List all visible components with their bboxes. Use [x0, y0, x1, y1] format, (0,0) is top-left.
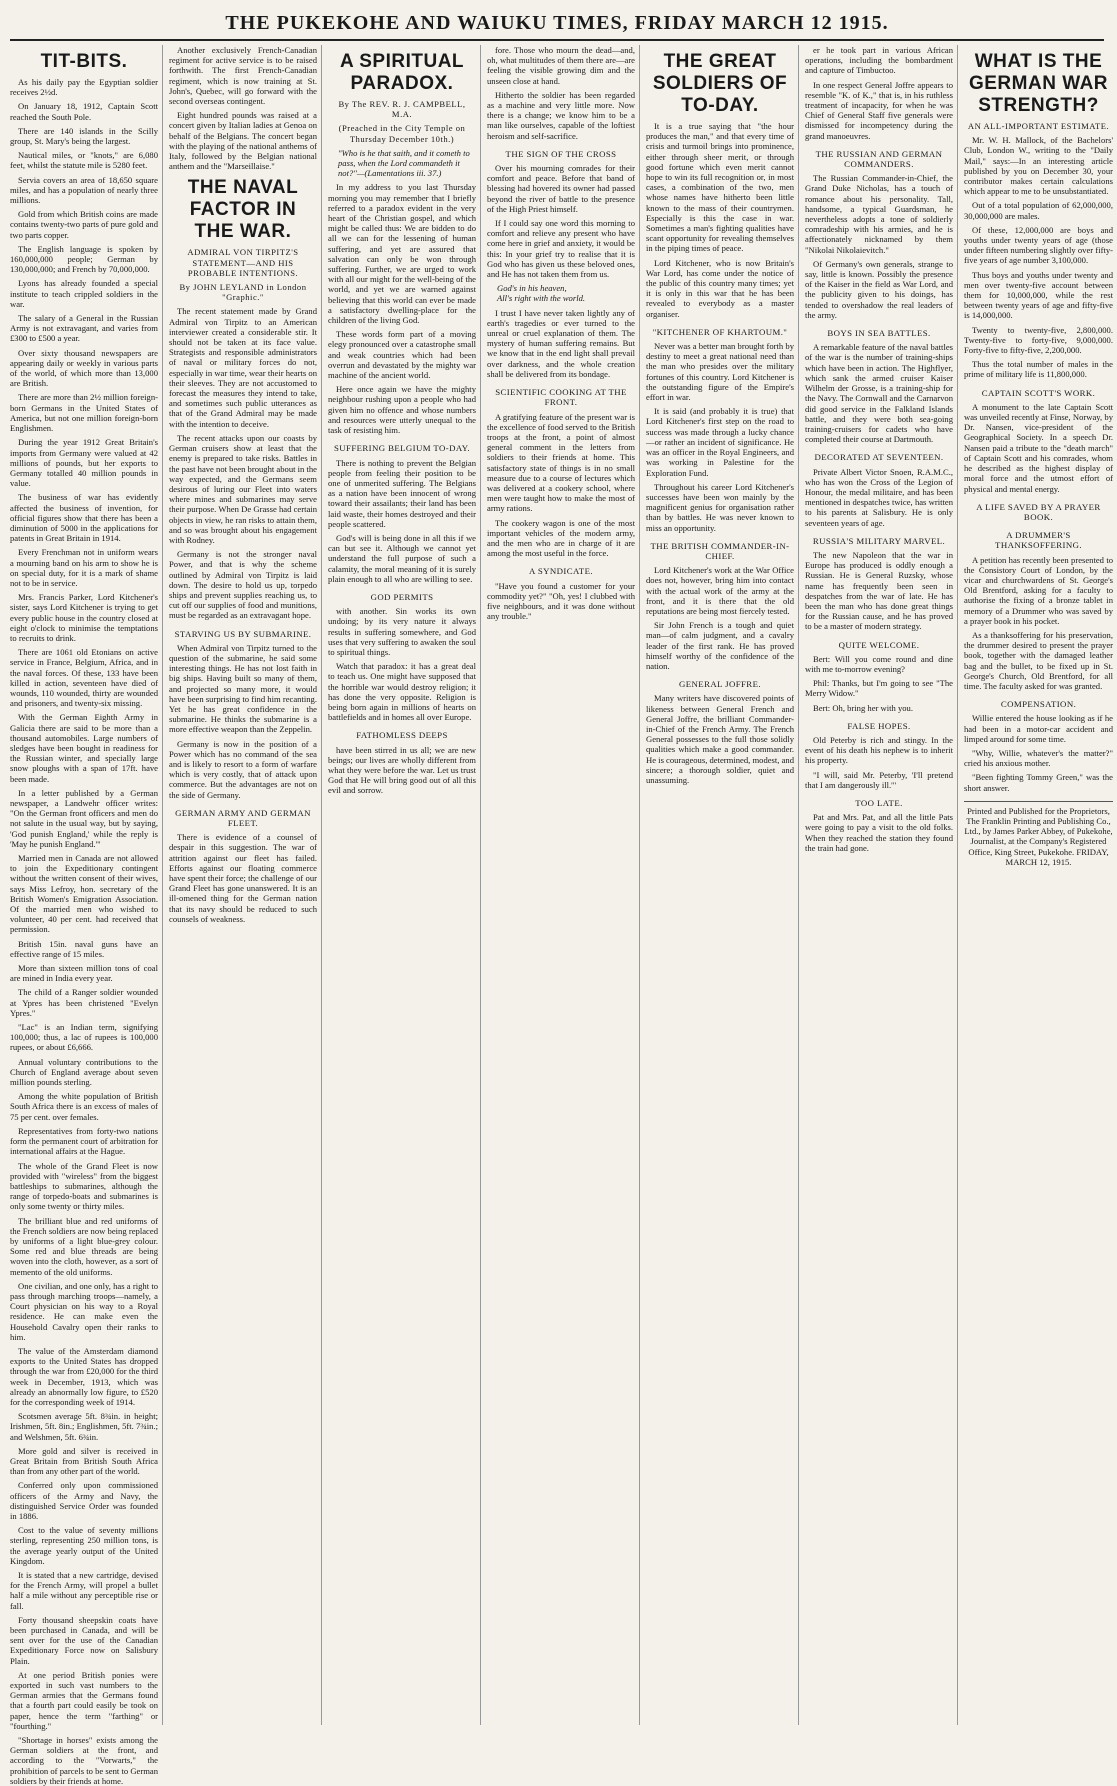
paragraph: "Have you found a customer for your commodity yet?" "Oh, yes! I clubbed with five neighbours, and it was done without any trouble." — [487, 580, 635, 622]
starving-body — [169, 643, 317, 800]
paragraph: Annual voluntary contributions to the Church of England average about seven million pounds sterling. — [10, 1056, 158, 1088]
german-war-strength-title: WHAT IS THE GERMAN WAR STRENGTH? — [968, 51, 1109, 116]
paragraph: Gold from which British coins are made contains twenty-two parts of pure gold and two parts copper. — [10, 209, 158, 240]
paragraph: There are 140 islands in the Scilly group, St. Mary's being the largest. — [10, 125, 158, 147]
paragraph: There is nothing to prevent the Belgian people from feeling their position to be one of unmerited suffering. The Belgians as a nation have been innocent of wrong toward their assailants; their land has been laid waste, their homes destroyed and their people scattered. — [328, 457, 476, 529]
col2-top-paras — [169, 45, 317, 171]
paragraph: Representatives from forty-two nations form the permanent court of arbitration for international affairs at the Hague. — [10, 1125, 158, 1157]
compensation-title: COMPENSATION. — [1000, 699, 1077, 710]
paragraph: er he took part in various African operations, including the bombardment and capture of Timbuctoo. — [805, 45, 953, 76]
paragraph: On January 18, 1912, Captain Scott reached the South Pole. — [10, 101, 158, 122]
fathomless-deeps-body — [328, 745, 476, 796]
too-late-body — [805, 812, 953, 853]
paragraph: Out of a total population of 62,000,000, 30,000,000 are males. — [964, 200, 1113, 221]
naval-factor-subtitle: ADMIRAL VON TIRPITZ'S STATEMENT—AND HIS PROBABLE INTENTIONS. — [187, 247, 299, 278]
suffering-belgium-body — [328, 458, 476, 584]
column-3 — [328, 45, 481, 1725]
paragraph: Over sixty thousand newspapers are appearing daily or weekly in various parts of the world, of which more than 13,000 are British. — [10, 347, 158, 389]
fathomless-deeps-title: FATHOMLESS DEEPS — [356, 730, 448, 741]
column-4 — [487, 45, 640, 1725]
paragraph: I trust I have never taken lightly any of earth's tragedies or ever turned to the unreal or cruel explanation of them. The mystery of human suffering remains. But we know that in the end light shall prevail over darkness, and the whole creation shall be delivered from its bondage. — [487, 307, 635, 379]
imprint: Printed and Published for the Proprietors, The Franklin Printing and Publishing Co., Ltd., by James Parker Abbey, of Pukekohe, Journalist, at the Company's Registered Office, King Street, Pukekohe. FRIDAY, MARCH 12, 1915. — [964, 801, 1113, 867]
paragraph: Never was a better man brought forth by destiny to meet a great national need than the man who presides over the military fortunes of this country. Lord Kitchener is the outstanding figure of the Empire's effort in war. — [646, 341, 794, 403]
paragraph: God's will is being done in all this if we can but see it. Although we cannot yet understand the full purpose of such a calamity, the moral meaning of it is surely plain enough to all who are willing to see. — [328, 532, 476, 584]
paragraph: The child of a Ranger soldier wounded at Ypres has been christened "Evelyn Ypres." — [10, 987, 158, 1018]
great-soldiers-title: THE GREAT SOLDIERS OF TO-DAY. — [652, 51, 788, 116]
sign-of-cross-body-2 — [487, 308, 635, 379]
paragraph: Of these, 12,000,000 are boys and youths under twenty years of age (those under fifteen numbering slightly over fifty-five years of age number 3,100,000. — [964, 224, 1113, 266]
spiritual-paradox-byline: By The REV. R. J. CAMPBELL, M.A. — [338, 99, 466, 120]
paragraph: Of Germany's own generals, strange to say, little is known. Possibly the presence of the Kaiser in the field as War Lord, and the publicity given to his doings, has tended to overshadow the real leaders of the army. — [805, 258, 953, 320]
paragraph: The new Napoleon that the war in Europe has produced is oddly enough a Russian. He is General Ruzsky, whose name has frequently been seen in despatches from the war of late. He has been the man who has done great things for the Russian cause, and he has proved to be a master of modern strategy. — [805, 549, 953, 632]
paragraph: The Russian Commander-in-Chief, the Grand Duke Nicholas, has a touch of romance about his personality. Tall, handsome, a typical Guardsman, he nevertheless adopts a tone of soldierly comradeship with his armies, and he is affectionately nicknamed by them "Nikolai Nikolaievitch." — [805, 173, 953, 255]
paragraph: Bert: Will you come round and dine with me to-morrow evening? — [805, 653, 953, 674]
god-permits-title: GOD PERMITS — [370, 591, 434, 602]
naval-factor-byline: By JOHN LEYLAND in London "Graphic." — [179, 282, 307, 303]
paragraph: Germany is now in the position of a Power which has no command of the sea and is likely to resort to a form of warfare which is very costly, that of attack upon commerce. But the advantages are not on the side of Germany. — [169, 738, 317, 800]
german-war-strength-body — [964, 135, 1113, 379]
poem-line: God's in his heaven, — [497, 283, 567, 294]
paragraph: The brilliant blue and red uniforms of the French soldiers are now being replaced by uniforms of a light blue-grey colour. Some red and blue threads are being woven into the cloth, however, as a sort of memento of the old uniforms. — [10, 1215, 158, 1277]
russian-german-commanders-body — [805, 173, 953, 320]
paragraph: "I will, said Mr. Peterby, 'I'll pretend that I am dangerously ill.'" — [805, 769, 953, 790]
paragraph: "Why, Willie, whatever's the matter?" cried his anxious mother. — [964, 747, 1113, 769]
paragraph: In a letter published by a German newspaper, a Landwehr officer writes: "On the German front officers and men do not salute in the usual way, but by saying, 'God punish England,' while the reply is 'May he punish England.'" — [10, 787, 158, 849]
kitchener-title: "KITCHENER OF KHARTOUM." — [652, 326, 788, 337]
paragraph: Bert: Oh, bring her with you. — [813, 702, 914, 713]
paragraph: Germany is not the stronger naval Power, and that is why the scheme outlined by Admiral von Tirpitz is laid down. The desire to hold us up, torpedo ships and prevent supplies reaching us, to cut off our supplies of food and munitions, must be regarded as an extravagant hope. — [169, 549, 317, 621]
great-soldiers-body — [646, 121, 794, 319]
paragraph: In my address to you last Thursday morning you may remember that I briefly referred to a paradox evident in the very heart of the Christian gospel, and which might be called thus: We are bidden to do all we can for the lessening of human suffering, and yet are assured that salvation can only be won through suffering. Further, we are urged to work with all our might for the well-being of the world, and yet we are warned against believing that this world can ever be made a satisfactory dwelling-place for the children of the living God. — [328, 182, 476, 326]
paragraph: In one respect General Joffre appears to resemble "K. of K.," that is, in his ruthless treatment of incapacity, for when he was Chief of General Staff five generals were dismissed for incompetency during the grand manoeuvres. — [805, 79, 953, 141]
paragraph: It is said (and probably it is true) that Lord Kitchener's first step on the road to success was made through a lucky chance—or rather an incident of significance. He was an officer in the Royal Engineers, and was working in Palestine for the Exploration Fund. — [646, 406, 794, 478]
german-war-strength-subtitle: AN ALL-IMPORTANT ESTIMATE. — [967, 121, 1110, 131]
paragraph: More than sixteen million tons of coal are mined in India every year. — [10, 963, 158, 984]
paragraph: The cookery wagon is one of the most important vehicles of the modern army, and the men who are in charge of it are among the most useful in the force. — [487, 517, 635, 559]
paragraph: Sir John French is a tough and quiet man—of calm judgment, and a cavalry leader of the first rank. He has proved himself worthy of the confidence of the nation. — [646, 620, 794, 671]
paragraph: Married men in Canada are not allowed to join the Expeditionary contingent without the written consent of their wives, says Miss Lefroy, hon. secretary of the British Women's Emigration Association. Of the married men who wished to volunteer, 40 per cent. had received that permission. — [10, 853, 158, 935]
paragraph: There is evidence of a counsel of despair in this suggestion. The war of attrition against our fleet has failed. Efforts against our floating commerce have spent their force; the challenge of our Grand Fleet has gone unanswered. It is an ill-omened thing for the German nation that its navy should be reduced to such counsels of weakness. — [169, 832, 317, 924]
suffering-belgium-title: SUFFERING BELGIUM TO-DAY. — [333, 443, 471, 454]
paragraph: The salary of a General in the Russian Army is not extravagant, and varies from £300 to £500 a year. — [10, 313, 158, 344]
poem — [497, 283, 635, 303]
paragraph: Willie entered the house looking as if he had been in a motor-car accident and limped around for some time. — [964, 713, 1113, 744]
paragraph: There are more than 2½ million foreign-born Germans in the United States of America, but not one million foreign-born Englishmen. — [10, 392, 158, 434]
paragraph: Conferred only upon commissioned officers of the Army and Navy, the distinguished Service Order was founded in 1886. — [10, 1480, 158, 1521]
naval-factor-body — [169, 306, 317, 620]
captain-scott-title: CAPTAIN SCOTT'S WORK. — [981, 387, 1096, 398]
paragraph: Lord Kitchener, who is now Britain's War Lord, has come under the notice of the public of this country many times; yet it is only in this war that he has been revealed to everybody as a master organiser. — [646, 257, 794, 319]
paragraph: There are 1061 old Etonians on active service in France, Belgium, Africa, and in the naval forces. Of these, 133 have been killed in action, seventeen have died of wounds, 110 wounded, thirty are wounded and prisoners, and twenty-six missing. — [10, 647, 158, 709]
paragraph: Mr. W. H. Mallock, of the Bachelors' Club, London W., writing to the "Daily Mail," says:—In an interesting article published by you on December 30, your contributor makes certain calculations which appear to me to be unsubstantiated. — [964, 135, 1113, 197]
paragraph: A petition has recently been presented to the Consistory Court of London, by the vicar and churchwardens of St. George's Old Brentford, asking for a faculty to authorise the fixing of a bronze tablet in memory of a Drummer who was saved by a prayer book in his pocket. — [964, 554, 1113, 626]
paragraph: Throughout his career Lord Kitchener's successes have been won mainly by the magnificent genius for organisation rather than by battles. He was never known to miss an opportunity. — [646, 481, 794, 533]
paragraph: Old Peterby is rich and stingy. In the event of his death his nephew is to inherit his property. — [805, 734, 953, 766]
paragraph: Private Albert Victor Snoen, R.A.M.C., who has won the Cross of the Legion of Honour, the medal militaire, and has been mentioned in despatches twice, has written to his parents at Salisbury. He is only seventeen years of age. — [805, 466, 953, 528]
scientific-cooking-title: SCIENTIFIC COOKING AT THE FRONT. — [495, 387, 627, 408]
paragraph: "Lac" is an Indian term, signifying 100,000; thus, a lac of rupees is 100,000 rupees, or about £6,666. — [10, 1022, 158, 1053]
paragraph: At one period British ponies were exported in such vast numbers to the German armies that the Germans found that a fourth part could easily be took on paper, hence the term "farthing" or "fourthing." — [10, 1669, 158, 1731]
paragraph: fore. Those who mourn the dead—and, oh, what multitudes of them there are—are feeling the visible growing dim and the unseen close at hand. — [487, 45, 635, 86]
paragraph: Cost to the value of seventy millions sterling, representing 250 million tons, is the average yearly output of the United Kingdom. — [10, 1525, 158, 1566]
decorated-title: DECORATED AT SEVENTEEN. — [814, 452, 944, 463]
paragraph: Nautical miles, or "knots," are 6,080 feet, whilst the statute mile is 5280 feet. — [10, 150, 158, 171]
paragraph: The value of the Amsterdam diamond exports to the United States has dropped through the war from £20,000 for the third week in December, 1913, which was already an abnormally low figure, to £520 for the corresponding week of 1914. — [10, 1345, 158, 1407]
russian-german-commanders-title: THE RUSSIAN AND GERMAN COMMANDERS. — [815, 148, 943, 170]
paragraph: The English language is spoken by 160,000,000 people; German by 130,000,000; and French by 70,000,000. — [10, 243, 158, 275]
captain-scott-body — [964, 402, 1113, 494]
paragraph: Among the white population of British South Africa there is an excess of males of 75 per cent. over females. — [10, 1091, 158, 1122]
sign-of-cross-body — [487, 163, 635, 279]
paragraph: Mrs. Francis Parker, Lord Kitchener's sister, says Lord Kitchener is trying to get every public house in the country closed at eight o'clock to minimise the temptations to recruits to drink. — [10, 592, 158, 643]
paragraph: Thus the total number of males in the prime of military life is 11,800,000. — [964, 359, 1113, 380]
paragraph: As his daily pay the Egyptian soldier receives 2½d. — [10, 77, 158, 98]
col6-top-paras — [805, 45, 953, 141]
tit-bits-title: TIT-BITS. — [40, 51, 128, 72]
paragraph: If I could say one word this morning to comfort and relieve any present who have come here in grief and anxiety, it would be this: In your grief try to realise that it is God who has given us these beloved ones, and He has not taken them from us. — [487, 218, 635, 280]
column-2 — [169, 45, 322, 1725]
paragraph: With the German Eighth Army in Galicia there are said to be more than a thousand automobiles. Large numbers of sledges have been bought in readiness for the Russian winter, and specially large snow ploughs with a span of 17ft. have been made. — [10, 712, 158, 784]
masthead: THE PUKEKOHE AND WAIUKU TIMES, FRIDAY MARCH 12 1915. — [10, 6, 1104, 41]
column-7 — [964, 45, 1117, 1725]
paragraph: Hitherto the soldier has been regarded as a machine and very little more. Now there is a change; we know him to be a man like ourselves, capable of the loftiest heroism and self-sacrifice. — [487, 89, 635, 141]
paragraph: Many writers have discovered points of likeness between General French and General Joffre, the brilliant Commander-in-Chief of the French Army. The French General possesses to the full those solidly qualities which make a good commander. He is courageous, determined, modest, and sincere; a thorough soldier, quiet and unassuming. — [646, 693, 794, 785]
quite-welcome-body — [805, 654, 953, 713]
paragraph: British 15in. naval guns have an effective range of 15 miles. — [10, 938, 158, 959]
paragraph: Phil: Thanks, but I'm going to see "The Merry Widow." — [805, 678, 953, 699]
paragraph: Pat and Mrs. Pat, and all the little Pats were going to pay a visit to the old folks. When they reached the station they found the train had gone. — [805, 812, 953, 853]
syndicate-title: A SYNDICATE. — [529, 566, 593, 577]
paragraph: The recent statement made by Grand Admiral von Tirpitz to an American interviewer created a considerable stir. It should not be taken at its face value. Strategists and responsible administrators of naval or military forces do not, especially in war time, wear their hearts on their sleeves. They are not accustomed to forecast the measures they intend to take, and sometimes such public utterances as that of the Grand Admiral may be made with the intention to deceive. — [169, 306, 317, 429]
general-joffre-title: GENERAL JOFFRE. — [679, 679, 761, 690]
poem-line: All's right with the world. — [497, 293, 586, 304]
too-late-title: TOO LATE. — [855, 798, 903, 808]
spiritual-paradox-title: A SPIRITUAL PARADOX. — [339, 51, 465, 94]
russia-marvel-title: RUSSIA'S MILITARY MARVEL. — [812, 535, 946, 546]
paragraph: Here once again we have the mighty neighbour rushing upon a people who had given him no offence and whose numbers and resources were utterly unequal to the task of resisting him. — [328, 384, 476, 436]
paragraph: "Been fighting Tommy Green," was the short answer. — [964, 772, 1113, 793]
paragraph: The recent attacks upon our coasts by German cruisers show at least that the enemy is prepared to take risks. Battles in the past have not been brought about in the way expected, and the Germans seem desirous of luring our Fleet into waters where mines and submarines may serve their purpose. When De Grasse had certain objects in view, he ran risks to attain them, and so was brought about his engagement with Rodney. — [169, 432, 317, 545]
paragraph: A monument to the late Captain Scott was unveiled recently at Finse, Norway, by Dr. Nansen, vice-president of the Geographical Society. In a speech Dr. Nansen paid a tribute to the "death march" of Captain Scott and his comrades, whom he described as the highest display of moral force and the utmost effort of physical and mental energy. — [964, 401, 1113, 494]
spiritual-paradox-note: (Preached in the City Temple on Thursday December 10th.) — [338, 123, 466, 144]
quite-welcome-title: QUITE WELCOME. — [838, 639, 920, 650]
paragraph: A gratifying feature of the present war is the excellence of food served to the British troops at the front, a point of almost general comment in the letters from soldiers to their friends at home. This satisfactory state of things is in no small measure due to a course of lectures which was delivered at a cookery school, where men were taught how to make the most of army rations. — [487, 411, 635, 514]
column-1 — [10, 45, 163, 1786]
paragraph: A remarkable feature of the naval battles of the war is the number of training-ships which have been in action. The Highflyer, which sank the armed cruiser Kaiser Wilhelm der Grosse, is a training-ship for the Navy. The Cornwall and the Carnarvon did good service in the Falkland Islands battle, and they were both sea-going training-cruisers for cadets who have completed their course at Dartmouth. — [805, 342, 953, 445]
tit-bits-list — [10, 77, 158, 1786]
starving-title: STARVING US BY SUBMARINE. — [174, 628, 312, 639]
paragraph: Every Frenchman not in uniform wears a mourning band on his arm to show he is on special duty, for it is a mark of shame not to be in service. — [10, 547, 158, 588]
german-army-title: GERMAN ARMY AND GERMAN FLEET. — [175, 807, 311, 828]
paragraph: The business of war has evidently affected the business of invention, for official figures show that there has been a diminution of 5000 in the applications for patents in Great Britain in 1914. — [10, 492, 158, 544]
paragraph: Scotsmen average 5ft. 8¾in. in height; Irishmen, 5ft. 8in.; Englishmen, 5ft. 7¾in.; and Welshmen, 5ft. 6¾in. — [10, 1411, 158, 1442]
compensation-body — [964, 713, 1113, 792]
sign-of-cross-title: THE SIGN OF THE CROSS — [505, 148, 617, 159]
paragraph: have been stirred in us all; we are new beings; our lives are wholly different from what they were before the war. Let us trust God that He will bring good out of all this evil and sorrow. — [328, 744, 476, 796]
paragraph: More gold and silver is received in Great Britain from British South Africa than from any other part of the world. — [10, 1445, 158, 1477]
paragraph: These words form part of a moving elegy pronounced over a catastrophe small and weak countries which had been overrun and devastated by the mighty war machine of the ancient world. — [328, 329, 476, 381]
drummer-body — [964, 555, 1113, 692]
paragraph: "Shortage in horses" exists among the German soldiers at the front, and according to the "Vorwarts," the prohibition of parcels to be sent to German soldiers by their friends at home. — [10, 1735, 158, 1786]
paragraph: One civilian, and one only, has a right to pass through marching troops—namely, a Court physician on his way to a Royal residence. He can make even the Household Cavalry open their ranks to him. — [10, 1280, 158, 1342]
paragraph: Watch that paradox: it has a great deal to teach us. One might have supposed that the horrible war would destroy religion; it has done the very opposite. Religion is being born again in millions of hearts on battlefields and in homes all over Europe. — [328, 661, 476, 723]
paragraph: When Admiral von Tirpitz turned to the question of the submarine, he said some interesting things. He has not lost faith in big ships. Having built so many of them, and projected so many more, it would have been surprising to find him recanting. Yet he has great confidence in the submarine. He thinks the submarine is a more effective weapon than the Zeppelin. — [169, 642, 317, 735]
syndicate-body — [487, 581, 635, 622]
paragraph: Forty thousand sheepskin coats have been purchased in Canada, and will be sent over for the use of the Canadian Expeditionary Force now on Salisbury Plain. — [10, 1614, 158, 1666]
paragraph: As a thanksoffering for his preservation, the drummer desired to present the prayer book, together with the damaged leather bag and the bullet, to be fixed up in St. George's Church, Old Brentford, for all time. The faculty asked for was granted. — [964, 629, 1113, 691]
god-permits-body — [328, 606, 476, 722]
boys-sea-battles-body — [805, 342, 953, 444]
paragraph: with another. Sin works its own undoing; by its very nature it always results in suffering somewhere, and God uses that very suffering to awaken the soul to spiritual things. — [328, 606, 476, 657]
decorated-body — [805, 467, 953, 528]
paragraph: Over his mourning comrades for their comfort and peace. Before that band of blessing had hovered its owner had passed beyond the river of battle to the presence of the High Priest himself. — [487, 163, 635, 214]
boys-sea-battles-title: BOYS IN SEA BATTLES. — [827, 328, 931, 339]
paragraph: Lyons has already founded a special institute to teach crippled soldiers in the war. — [10, 278, 158, 309]
life-saved-title: A LIFE SAVED BY A PRAYER BOOK. — [976, 501, 1101, 522]
german-army-body — [169, 832, 317, 924]
paragraph: Eight hundred pounds was raised at a concert given by Italian ladies at Genoa on behalf of the Belgians. The concert began with the playing of the national anthems of Italy, followed by the Belgian national anthem and the "Marseillaise." — [169, 110, 317, 172]
columns — [10, 45, 1113, 1786]
col4-top-paras — [487, 45, 635, 141]
paragraph: It is a true saying that "the hour produces the man," and that every time of crisis and turmoil brings into prominence, either through sheer merit, or through good fortune which even merit cannot hope to win its full recognition or, in most cases, a combination of the two, men whose names have hitherto been little known to the mass of their countrymen. Especially is this the case in war. Sometimes a man's fighting qualities have scant opportunity for revealing themselves in the piping times of peace. — [646, 121, 794, 254]
naval-factor-title: THE NAVAL FACTOR IN THE WAR. — [187, 177, 299, 243]
general-joffre-body — [646, 693, 794, 785]
spiritual-paradox-epigraph: "Who is he that saith, and it cometh to pass, when the Lord commandeth it not?"—(Lamentations iii. 37.) — [338, 147, 470, 179]
spiritual-paradox-body — [328, 182, 476, 435]
paragraph: Lord Kitchener's work at the War Office does not, however, bring him into contact with the actual work of the army at the front, and it is there that the old reputations are being most fiercely tested. — [646, 565, 794, 616]
british-commander-body — [646, 565, 794, 671]
paragraph: The whole of the Grand Fleet is now provided with "wireless" from the biggest battleships to submarines, although the range of torpedo-boats and submarines is only some twenty or thirty miles. — [10, 1160, 158, 1212]
column-6 — [805, 45, 958, 1725]
false-hopes-body — [805, 735, 953, 790]
paragraph: Thus boys and youths under twenty and men over twenty-five account between them for 10,000,000, while the rest between twenty years of age and fifty-five is 14,000,000. — [964, 269, 1113, 321]
kitchener-body — [646, 341, 794, 533]
column-5 — [646, 45, 799, 1725]
false-hopes-title: FALSE HOPES. — [847, 720, 911, 731]
paragraph: Another exclusively French-Canadian regiment for active service is to be raised forthwith. The first French-Canadian regiment, which is now training at St. John's, Quebec, will go forward with the second overseas contingent. — [169, 45, 317, 107]
paragraph: During the year 1912 Great Britain's imports from Germany were valued at 42 millions of pounds, but her exports to Germany totalled 40 million pounds in value. — [10, 437, 158, 489]
scientific-cooking-body — [487, 412, 635, 559]
british-commander-title: THE BRITISH COMMANDER-IN-CHIEF. — [650, 540, 790, 561]
paragraph: Servia covers an area of 18,650 square miles, and has a population of nearly three millions. — [10, 174, 158, 206]
paragraph: Twenty to twenty-five, 2,800,000. Twenty-five to forty-five, 9,000,000. Forty-five to fifty-five, 2,200,000. — [964, 324, 1113, 356]
paragraph: It is stated that a new cartridge, devised for the French Army, will propel a bullet half a mile without any perceptible rise or fall. — [10, 1570, 158, 1611]
drummer-title: A DRUMMER'S THANKSOFFERING. — [995, 530, 1082, 551]
russia-marvel-body — [805, 550, 953, 632]
